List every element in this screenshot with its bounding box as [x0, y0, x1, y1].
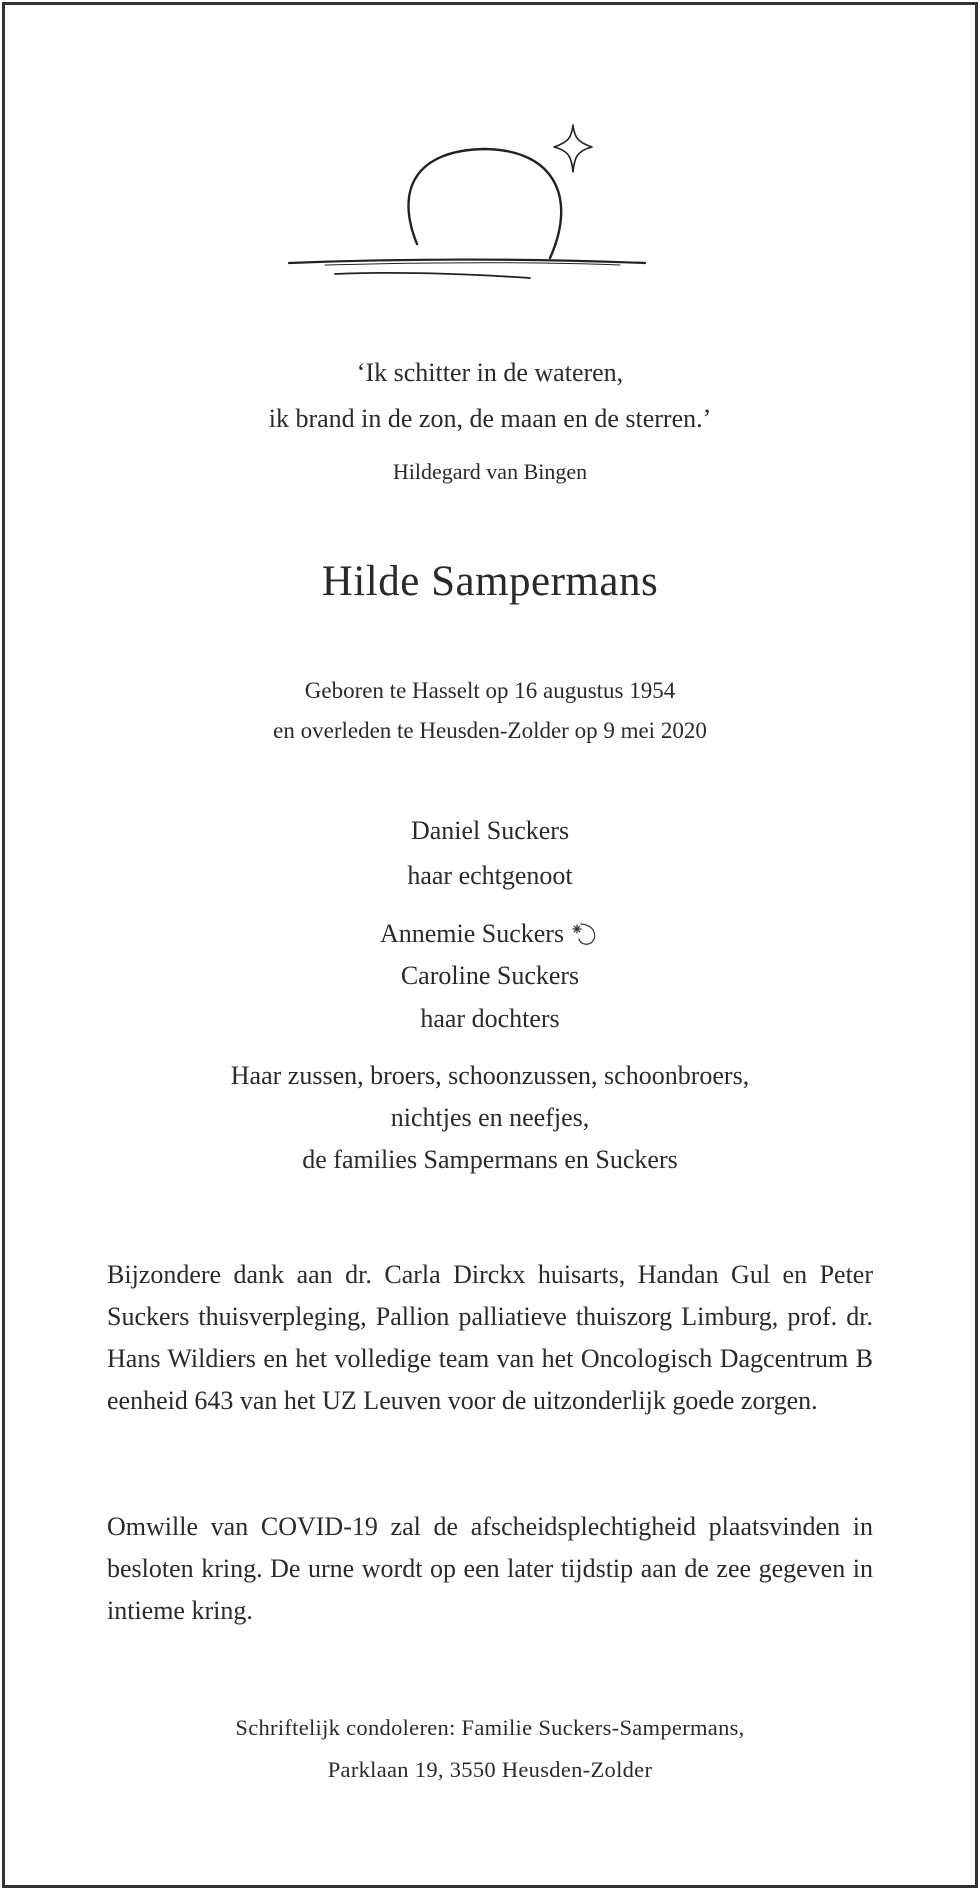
sun-arc	[408, 149, 561, 258]
thanks-paragraph: Bijzondere dank aan dr. Carla Dirckx huisarts, Handan Gul en Peter Suckers thuisverpleging, Pallion palliatieve thuiszorg Limburg, prof. dr. Hans Wildiers en het volledige team van het Oncologisch Dagcentrum B eenheid 643 van het UZ Leuven voor de uitzonderlijk goede zorgen.	[107, 1260, 873, 1415]
condolences-line-1: Schriftelijk condoleren: Familie Suckers-Sampermans,	[235, 1715, 745, 1740]
birth-line: Geboren te Hasselt op 16 augustus 1954	[304, 678, 676, 703]
condolences-address: Parklaan 19, 3550 Heusden-Zolder	[327, 1757, 653, 1782]
spouse-relation: haar echtgenoot	[407, 861, 573, 890]
reflection-line	[335, 273, 530, 278]
star-with-comet-icon	[570, 919, 600, 949]
relatives-line-2: nichtjes en neefjes,	[390, 1103, 590, 1132]
deceased-name: Hilde Sampermans	[321, 558, 659, 605]
death-line: en overleden te Heusden-Zolder op 9 mei 2020	[273, 718, 707, 743]
spouse-name: Daniel Suckers	[410, 816, 570, 845]
star-icon	[554, 125, 592, 172]
sun-setting-over-water-icon	[285, 120, 650, 290]
daughter-name-2: Caroline Suckers	[400, 961, 580, 990]
quote-line-1: ‘Ik schitter in de wateren,	[356, 358, 624, 387]
daughter-name: Annemie Suckers	[379, 919, 565, 948]
daughter-row-1	[0, 913, 980, 955]
quote-author: Hildegard van Bingen	[392, 459, 588, 484]
ceremony-paragraph: Omwille van COVID-19 zal de afscheidsplechtigheid plaatsvinden in besloten kring. De urne wordt op een later tijdstip aan de zee gegeven in intieme kring.	[107, 1512, 873, 1625]
relatives-line-3: de families Sampermans en Suckers	[302, 1145, 678, 1174]
quote-line-2: ik brand in de zon, de maan en de sterren.’	[268, 404, 712, 433]
daughters-relation: haar dochters	[420, 1004, 560, 1033]
relatives-line-1: Haar zussen, broers, schoonzussen, schoonbroers,	[230, 1061, 750, 1090]
